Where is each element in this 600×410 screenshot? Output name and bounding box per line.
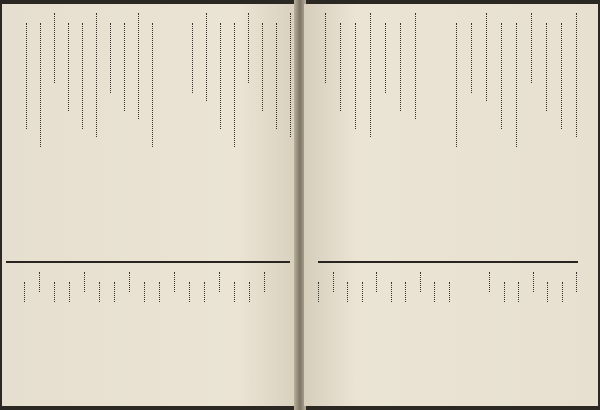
toc-entry [200,10,211,254]
dot-leader [345,282,348,302]
toc-entry [443,279,454,401]
dot-leader [353,23,356,129]
dot-leader [37,272,40,292]
dot-leader [516,282,519,302]
dot-leader [403,282,406,302]
toc-entry [104,20,115,254]
toc-entry [349,20,360,254]
toc-entry [556,279,567,401]
dot-leader [97,282,100,302]
toc-entry [168,269,179,401]
toc-entry [385,279,396,401]
dot-leader [66,23,69,111]
toc-entry [34,20,45,254]
toc-entry [108,279,119,401]
dot-leader [360,282,363,302]
toc-entry [93,279,104,401]
dot-leader [82,272,85,292]
dot-leader [398,23,401,111]
dot-leader [487,272,490,292]
toc-entry [118,20,129,254]
toc-entry [498,279,509,401]
dot-leader [502,282,505,302]
toc-entry [138,279,149,401]
dot-leader [52,13,55,83]
dot-leader [316,282,319,302]
dot-leader [136,13,139,119]
dot-leader [499,23,502,129]
toc-entry [327,269,338,401]
dot-leader [262,272,265,292]
dot-leader [112,282,115,302]
dot-leader [288,13,291,137]
dot-leader [217,272,220,292]
toc-entry [555,20,566,254]
toc-entry [214,20,225,254]
dot-leader [331,272,334,292]
dot-leader [544,23,547,111]
dot-leader [157,282,160,302]
toc-entry [48,10,59,254]
toc-entry [319,10,330,254]
toc-entry [243,279,254,401]
toc-entry [48,279,59,401]
dot-leader [418,272,421,292]
toc-entry [450,20,461,254]
toc-entry [495,20,506,254]
dot-leader [108,23,111,93]
dot-leader [574,13,577,137]
toc-entry [228,20,239,254]
left-page [2,4,296,406]
dot-leader [260,23,263,111]
dot-leader [413,13,416,119]
dot-leader [150,23,153,147]
right-page [304,4,598,406]
dot-leader [514,23,517,147]
dot-leader [368,13,371,137]
dot-leader [232,282,235,302]
dot-leader [202,282,205,302]
dot-leader [80,23,83,129]
toc-entry [525,10,536,254]
dot-leader [38,23,41,147]
dot-leader [24,23,27,129]
dot-leader [469,23,472,93]
dot-leader [142,282,145,302]
toc-entry [258,269,269,401]
toc-entry [483,269,494,401]
dot-leader [454,23,457,147]
dot-leader [432,282,435,302]
toc-entry [78,269,89,401]
toc-entry [414,269,425,401]
dot-leader [187,282,190,302]
toc-entry [284,10,295,254]
dot-leader [247,282,250,302]
dot-leader [383,23,386,93]
toc-entry [312,279,323,401]
toc-entry [256,20,267,254]
toc-entry [228,279,239,401]
left-page-divider [6,261,290,263]
toc-entry [242,10,253,254]
toc-entry [33,269,44,401]
toc-entry [18,279,29,401]
toc-entry [270,20,281,254]
dot-leader [218,23,221,129]
dot-leader [389,282,392,302]
toc-entry [527,269,538,401]
toc-entry [399,279,410,401]
dot-leader [559,23,562,129]
toc-entry [409,10,420,254]
toc-entry [183,279,194,401]
dot-leader [374,272,377,292]
toc-entry [540,20,551,254]
dot-leader [323,13,326,83]
dot-leader [484,13,487,101]
dot-leader [67,282,70,302]
toc-entry [510,20,521,254]
dot-leader [22,282,25,302]
toc-entry [334,20,345,254]
toc-entry [123,269,134,401]
toc-entry [570,10,581,254]
dot-leader [529,13,532,83]
toc-entry [512,279,523,401]
dot-leader [560,282,563,302]
toc-entry [379,20,390,254]
dot-leader [232,23,235,147]
toc-entry [428,279,439,401]
toc-entry [63,279,74,401]
toc-entry [146,20,157,254]
toc-entry [76,20,87,254]
toc-entry [570,269,581,401]
dot-leader [127,272,130,292]
dot-leader [52,282,55,302]
right-page-divider [318,261,578,263]
dot-leader [274,23,277,129]
toc-entry [186,20,197,254]
toc-entry [541,279,552,401]
toc-entry [90,10,101,254]
toc-entry [480,10,491,254]
toc-entry [153,279,164,401]
dot-leader [94,13,97,137]
dot-leader [531,272,534,292]
dot-leader [447,282,450,302]
toc-entry [62,20,73,254]
toc-entry [394,20,405,254]
toc-entry [198,279,209,401]
dot-leader [204,13,207,101]
dot-leader [246,13,249,83]
toc-entry [370,269,381,401]
toc-entry [20,20,31,254]
toc-entry [356,279,367,401]
dot-leader [172,272,175,292]
dot-leader [190,23,193,93]
dot-leader [574,272,577,292]
dot-leader [338,23,341,111]
dot-leader [545,282,548,302]
dot-leader [122,23,125,111]
toc-entry [364,10,375,254]
toc-entry [341,279,352,401]
toc-entry [132,10,143,254]
toc-entry [213,269,224,401]
toc-entry [465,20,476,254]
